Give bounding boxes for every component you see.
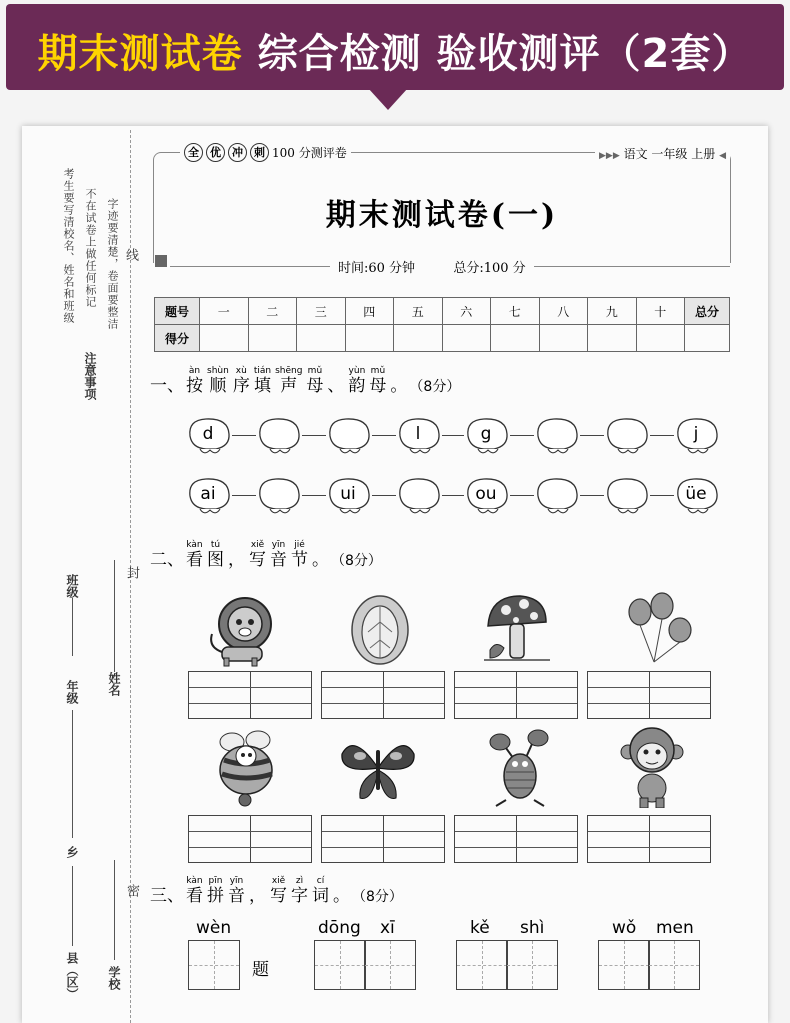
heading-character: 字 xyxy=(291,886,308,906)
score-cell[interactable] xyxy=(248,325,297,352)
heading-character: 图 xyxy=(207,550,224,570)
subject-tag: ▶▶▶ 语文 一年级 上册 ◀ xyxy=(595,145,730,162)
ruby-word xyxy=(369,366,386,396)
letter: ou xyxy=(475,484,497,504)
character-box[interactable] xyxy=(314,940,366,990)
ruby-word xyxy=(186,366,203,396)
heading-character: 写 xyxy=(270,886,287,906)
chain-dash xyxy=(650,495,674,496)
table-cell: 题号 xyxy=(155,298,200,325)
heading-character: ， xyxy=(228,550,245,570)
pinyin-annotation: xù xyxy=(235,366,247,376)
banner-pointer xyxy=(368,88,408,110)
pinyin-grid[interactable] xyxy=(454,671,578,719)
score-table xyxy=(154,297,730,352)
ruby-word xyxy=(390,366,407,396)
heading-character: 拼 xyxy=(207,886,224,906)
table-cell: 四 xyxy=(345,298,394,325)
heading-character: 按 xyxy=(186,376,203,396)
pinyin-annotation: shēng xyxy=(275,366,303,376)
pinyin-annotation: tú xyxy=(210,540,221,550)
letter: d xyxy=(202,424,214,444)
pinyin-label: men xyxy=(656,918,694,938)
pinyin-annotation xyxy=(333,876,350,886)
score-cell[interactable] xyxy=(539,325,588,352)
corner-square xyxy=(155,255,167,267)
pinyin-grid[interactable] xyxy=(188,671,312,719)
heading-character: 母 xyxy=(369,376,387,396)
chain-dash xyxy=(232,435,256,436)
pinyin-annotation: tián xyxy=(253,366,272,376)
chain-dash xyxy=(372,435,396,436)
given-character: 题 xyxy=(252,960,269,980)
brand-char: 刺 xyxy=(250,143,269,162)
ruby-word xyxy=(270,540,287,570)
table-cell: 九 xyxy=(588,298,637,325)
table-cell: 一 xyxy=(200,298,249,325)
chain-dash xyxy=(442,495,464,496)
heading-character: 音 xyxy=(270,550,287,570)
cabbage-icon xyxy=(348,592,458,672)
character-box[interactable] xyxy=(188,940,240,990)
heading-character: 。 xyxy=(390,376,408,396)
table-cell: 十 xyxy=(636,298,685,325)
secret-mark: 密 xyxy=(124,884,139,897)
blank-peach[interactable] xyxy=(534,416,582,454)
pinyin-grid[interactable] xyxy=(587,815,711,863)
letter-peach xyxy=(186,416,234,454)
letter: l xyxy=(415,424,421,444)
pinyin-annotation: yùn xyxy=(348,366,366,376)
exam-time: 时间:60 分钟 xyxy=(338,261,416,276)
score-cell[interactable] xyxy=(588,325,637,352)
butterfly-icon xyxy=(340,732,450,812)
pinyin-label: xī xyxy=(380,918,395,938)
heading-character: 音 xyxy=(228,886,245,906)
name-label: 姓名 xyxy=(107,672,121,696)
ruby-word xyxy=(312,540,329,570)
score-cell[interactable] xyxy=(442,325,491,352)
table-cell: 三 xyxy=(297,298,346,325)
table-cell: 总分 xyxy=(685,298,730,325)
pinyin-annotation: àn xyxy=(188,366,201,376)
table-row xyxy=(155,298,730,325)
pinyin-annotation xyxy=(228,540,245,550)
blank-peach[interactable] xyxy=(326,416,374,454)
pinyin-annotation: yīn xyxy=(271,540,286,550)
ruby-word xyxy=(233,366,250,396)
county-label: 县（区） xyxy=(65,952,79,1000)
blank-peach[interactable] xyxy=(396,476,444,514)
banner-title: 期末测试卷 综合检测 验收测评（2套） xyxy=(37,31,753,77)
pinyin-annotation: xiě xyxy=(250,540,265,550)
pinyin-grid[interactable] xyxy=(321,815,445,863)
score-cell[interactable] xyxy=(394,325,443,352)
mushroom-icon xyxy=(484,592,594,672)
character-box[interactable] xyxy=(598,940,650,990)
blank-peach[interactable] xyxy=(534,476,582,514)
ruby-word xyxy=(207,366,229,396)
section-1-heading: 一、 àn 按 shùn 顺 xù 序 tián 填 shēng 声 mǔ 母 、 yùn 韵 mǔ 母 。 （8分） xyxy=(150,366,461,396)
heading-character: 节 xyxy=(291,550,308,570)
blank-peach[interactable] xyxy=(256,476,304,514)
notice-line-1: 考生要写清校名、姓名和班级 xyxy=(62,168,75,324)
lion-icon xyxy=(200,592,310,672)
chain-dash xyxy=(510,435,534,436)
letter-peach xyxy=(464,416,512,454)
chain-dash xyxy=(580,435,604,436)
ruby-word xyxy=(291,540,308,570)
letter-peach xyxy=(674,416,722,454)
pinyin-grid[interactable] xyxy=(321,671,445,719)
name-underline[interactable] xyxy=(114,560,115,672)
table-cell: 六 xyxy=(442,298,491,325)
pinyin-annotation: xiě xyxy=(271,876,286,886)
ruby-word xyxy=(270,876,287,906)
heading-character: ， xyxy=(249,886,266,906)
heading-character: 。 xyxy=(312,550,329,570)
notice-title: 注意事项 xyxy=(83,352,97,400)
brand-char: 全 xyxy=(184,143,203,162)
ruby-word xyxy=(327,366,344,396)
blank-peach[interactable] xyxy=(256,416,304,454)
heading-character: 填 xyxy=(253,376,271,396)
pinyin-annotation: cí xyxy=(316,876,325,886)
letter-peach xyxy=(674,476,722,514)
character-box[interactable] xyxy=(364,940,416,990)
heading-character: 、 xyxy=(327,376,345,396)
pinyin-annotation xyxy=(312,540,329,550)
score-cell[interactable] xyxy=(491,325,540,352)
ruby-word xyxy=(312,876,329,906)
pinyin-annotation: kàn xyxy=(186,876,203,886)
heading-character: 顺 xyxy=(209,376,227,396)
ruby-word xyxy=(228,876,245,906)
table-row xyxy=(155,325,730,352)
pinyin-annotation: mǔ xyxy=(307,366,323,376)
blank-peach[interactable] xyxy=(604,416,652,454)
table-cell: 八 xyxy=(539,298,588,325)
exam-total: 总分:100 分 xyxy=(453,261,526,276)
ruby-word xyxy=(348,366,365,396)
heading-character: 看 xyxy=(186,550,203,570)
class-underline[interactable] xyxy=(72,598,73,656)
letter: üe xyxy=(685,484,707,504)
letter: j xyxy=(693,424,699,444)
heading-character: 声 xyxy=(280,376,298,396)
score-cell[interactable] xyxy=(200,325,249,352)
ruby-word xyxy=(228,540,245,570)
letter-peach xyxy=(464,476,512,514)
letter-peach xyxy=(326,476,374,514)
character-box[interactable] xyxy=(648,940,700,990)
ruby-word xyxy=(207,876,224,906)
score-cell[interactable] xyxy=(297,325,346,352)
pinyin-label: wǒ xyxy=(612,918,637,938)
chain-dash xyxy=(650,435,674,436)
time-info xyxy=(330,257,534,276)
table-cell: 得分 xyxy=(155,325,200,352)
heading-character: 词 xyxy=(312,886,329,906)
heading-character: 韵 xyxy=(348,376,366,396)
notice-line-2: 不在试卷上做任何标记 xyxy=(84,188,97,308)
pinyin-grid[interactable] xyxy=(188,815,312,863)
pinyin-label: wèn xyxy=(196,918,232,938)
pinyin-annotation: pīn xyxy=(208,876,223,886)
pinyin-annotation: mǔ xyxy=(370,366,386,376)
letter: ai xyxy=(200,484,216,504)
heading-character: 。 xyxy=(333,886,350,906)
score-cell[interactable] xyxy=(636,325,685,352)
bee-icon xyxy=(212,728,322,808)
heading-character: 写 xyxy=(249,550,266,570)
letter: ui xyxy=(340,484,356,504)
pinyin-grid[interactable] xyxy=(454,815,578,863)
ruby-word xyxy=(249,540,266,570)
school-underline[interactable] xyxy=(114,860,115,960)
township-label: 乡 xyxy=(65,846,79,858)
chain-dash xyxy=(232,495,256,496)
pinyin-annotation: jié xyxy=(294,540,305,550)
pinyin-annotation xyxy=(249,876,266,886)
chain-dash xyxy=(580,495,604,496)
pinyin-label: shì xyxy=(520,918,545,938)
table-cell: 五 xyxy=(394,298,443,325)
character-box[interactable] xyxy=(506,940,558,990)
grade-label: 年级 xyxy=(65,680,79,704)
ruby-word xyxy=(207,540,224,570)
pinyin-annotation xyxy=(390,366,407,376)
township-underline[interactable] xyxy=(72,866,73,946)
lobster-icon xyxy=(486,728,596,808)
brand-suffix: 100 分测评卷 xyxy=(272,146,347,160)
ruby-word xyxy=(306,366,323,396)
pinyin-annotation xyxy=(327,366,344,376)
table-cell: 七 xyxy=(491,298,540,325)
section-3-heading: 三、 kàn 看 pīn 拼 yīn 音 ， xiě 写 zì 字 cí 词 。 （8分） xyxy=(150,876,403,906)
chain-dash xyxy=(302,435,326,436)
ruby-word xyxy=(333,876,350,906)
ruby-word xyxy=(186,876,203,906)
exam-title: 期末测试卷(一) xyxy=(325,198,559,233)
brand xyxy=(180,143,351,162)
chain-dash xyxy=(302,495,326,496)
ruby-word xyxy=(275,366,302,396)
top-banner xyxy=(6,4,784,90)
brand-char: 冲 xyxy=(228,143,247,162)
heading-character: 母 xyxy=(306,376,324,396)
blank-peach[interactable] xyxy=(604,476,652,514)
pinyin-annotation: yīn xyxy=(229,876,244,886)
ruby-word xyxy=(249,876,266,906)
chain-dash xyxy=(372,495,396,496)
pinyin-annotation: shùn xyxy=(207,366,229,376)
heading-character: 看 xyxy=(186,886,203,906)
triangle-left-icon: ◀ xyxy=(719,151,726,161)
chain-dash xyxy=(510,495,534,496)
notice-line-3: 字迹要清楚，卷面要整洁 xyxy=(106,198,119,330)
grade-underline[interactable] xyxy=(72,710,73,838)
letter: g xyxy=(480,424,492,444)
balloons-icon xyxy=(624,592,734,672)
school-label: 学校 xyxy=(107,966,121,990)
line-mark: 线 xyxy=(123,248,138,261)
heading-character: 序 xyxy=(232,376,250,396)
triangle-arrows-icon: ▶▶▶ xyxy=(599,151,620,161)
letter-peach xyxy=(396,416,444,454)
class-label: 班级 xyxy=(65,574,79,598)
ruby-word xyxy=(186,540,203,570)
pinyin-annotation: kàn xyxy=(186,540,203,550)
ruby-word xyxy=(291,876,308,906)
pinyin-grid[interactable] xyxy=(587,671,711,719)
score-cell[interactable] xyxy=(345,325,394,352)
seal-mark: 封 xyxy=(124,566,139,579)
chain-dash xyxy=(442,435,464,436)
pinyin-label: dōng xyxy=(318,918,361,938)
character-box[interactable] xyxy=(456,940,508,990)
monkey-icon xyxy=(620,726,730,806)
pinyin-label: kě xyxy=(470,918,490,938)
brand-char: 优 xyxy=(206,143,225,162)
score-cell[interactable] xyxy=(685,325,730,352)
pinyin-annotation: zì xyxy=(295,876,304,886)
letter-peach xyxy=(186,476,234,514)
table-cell: 二 xyxy=(248,298,297,325)
ruby-word xyxy=(254,366,271,396)
section-2-heading: 二、 kàn 看 tú 图 ， xiě 写 yīn 音 jié 节 。 （8分） xyxy=(150,540,382,570)
